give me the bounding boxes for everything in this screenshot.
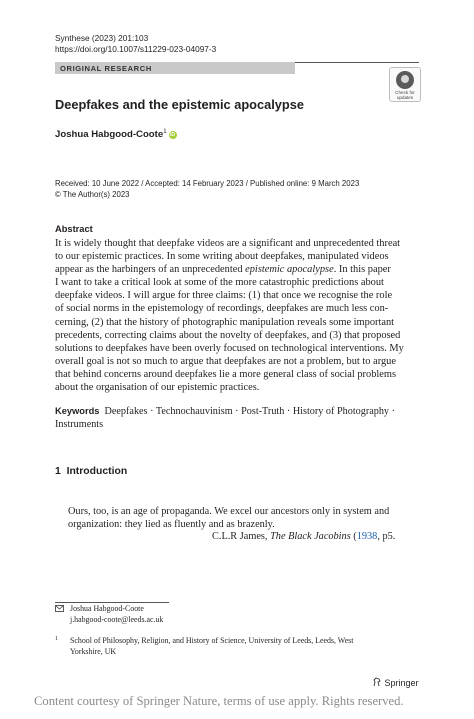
contact-block bbox=[70, 604, 163, 625]
abstract-line: precedents, correcting claims about the novelty of deepfakes, and (3) that proposed bbox=[55, 329, 401, 341]
epigraph-line: organization: they lied as fluently and as brazenly. bbox=[68, 519, 275, 530]
epigraph-line: Ours, too, is an age of propaganda. We excel our ancestors only in system and bbox=[68, 506, 390, 517]
abstract-line: that behind concerns around deepfakes lie a more general class of social problems bbox=[55, 368, 397, 380]
affiliation-line: Yorkshire, UK bbox=[70, 646, 117, 656]
epigraph bbox=[68, 505, 389, 531]
contact-name: Joshua Habgood-Coote bbox=[70, 604, 144, 613]
footnote-rule bbox=[55, 602, 169, 603]
section-title: Introduction bbox=[66, 466, 128, 477]
affiliation-number: 1 bbox=[55, 636, 58, 642]
affiliation-block bbox=[70, 636, 353, 657]
author-name[interactable]: Joshua Habgood-Coote bbox=[55, 129, 164, 141]
abstract-body bbox=[55, 237, 420, 394]
dates-line: Received: 10 June 2022 / Accepted: 14 February 2023 / Published online: 9 March 2023 bbox=[55, 179, 360, 188]
section-number: 1 bbox=[55, 466, 61, 477]
abstract-heading: Abstract bbox=[55, 224, 93, 234]
abstract-line: solutions to deepfakes have been overly focused on technological interventions. My bbox=[55, 342, 404, 354]
affiliation-line: School of Philosophy, Religion, and History of Science, University of Leeds, Leeds, West bbox=[70, 636, 354, 645]
abstract-line: It is widely thought that deepfake videos are a significant and unprecedented threat bbox=[55, 238, 401, 249]
author-line bbox=[55, 129, 177, 140]
abstract-line: deepfake videos. I will argue for three claims: (1) that once we recognise the role bbox=[55, 290, 393, 302]
doi-link[interactable]: https://doi.org/10.1007/s11229-023-04097-3 bbox=[55, 44, 217, 54]
abstract-line: about the organisation of our epistemic practices. bbox=[55, 382, 260, 394]
citation-year-link[interactable]: 1938 bbox=[356, 531, 378, 542]
cited-work-title: The Black Jacobins bbox=[270, 531, 351, 542]
abstract-line: to our epistemic practices. In some writing about deepfakes, manipulated videos bbox=[55, 251, 389, 263]
keywords-list: Deepfakes · Technochauvinism · Post-Truth · History of Photography · Instruments bbox=[55, 406, 395, 430]
courtesy-notice: Content courtesy of Springer Nature, terms of use apply. Rights reserved. bbox=[34, 694, 404, 708]
check-updates-icon bbox=[396, 71, 414, 89]
abstract-line: cerning, (2) that the history of photographic manipulation reveals some important bbox=[55, 316, 395, 328]
envelope-icon bbox=[55, 605, 64, 616]
journal-citation: Synthese (2023) 201:103 bbox=[55, 33, 149, 43]
check-for-updates-button[interactable] bbox=[389, 67, 421, 102]
check-updates-label: Check for updates bbox=[395, 90, 415, 100]
publication-dates bbox=[55, 179, 359, 200]
affiliation-mark: 1 bbox=[163, 129, 167, 135]
abstract-line: of social norms in the epistemology of recordings, deepfakes are much less con- bbox=[55, 303, 389, 315]
publisher-logo bbox=[372, 677, 419, 688]
header-rule bbox=[295, 62, 419, 63]
keywords bbox=[55, 405, 425, 431]
epigraph-citation: C.L.R James, The Black Jacobins (1938, p5. bbox=[212, 531, 396, 542]
abstract-line: appear as the harbingers of an unprecedented epistemic apocalypse. In this paper bbox=[55, 264, 391, 276]
copyright-line: © The Author(s) 2023 bbox=[55, 189, 130, 199]
keywords-label: Keywords bbox=[55, 406, 100, 416]
abstract-line: overall goal is not so much to argue that deepfakes are not a problem, but to argue bbox=[55, 355, 396, 367]
section-heading bbox=[55, 466, 127, 477]
abstract-line: I want to take a critical look at some of the more catastrophic predictions about bbox=[55, 277, 384, 289]
publisher-name: Springer bbox=[384, 678, 419, 688]
journal-header bbox=[55, 33, 216, 55]
springer-horse-icon bbox=[372, 677, 382, 687]
section-tag: ORIGINAL RESEARCH bbox=[60, 63, 152, 73]
contact-email[interactable]: j.habgood-coote@leeds.ac.uk bbox=[70, 614, 164, 624]
abstract-emphasis: epistemic apocalypse bbox=[245, 264, 334, 276]
orcid-icon[interactable]: iD bbox=[170, 132, 176, 139]
article-title: Deepfakes and the epistemic apocalypse bbox=[55, 97, 304, 112]
